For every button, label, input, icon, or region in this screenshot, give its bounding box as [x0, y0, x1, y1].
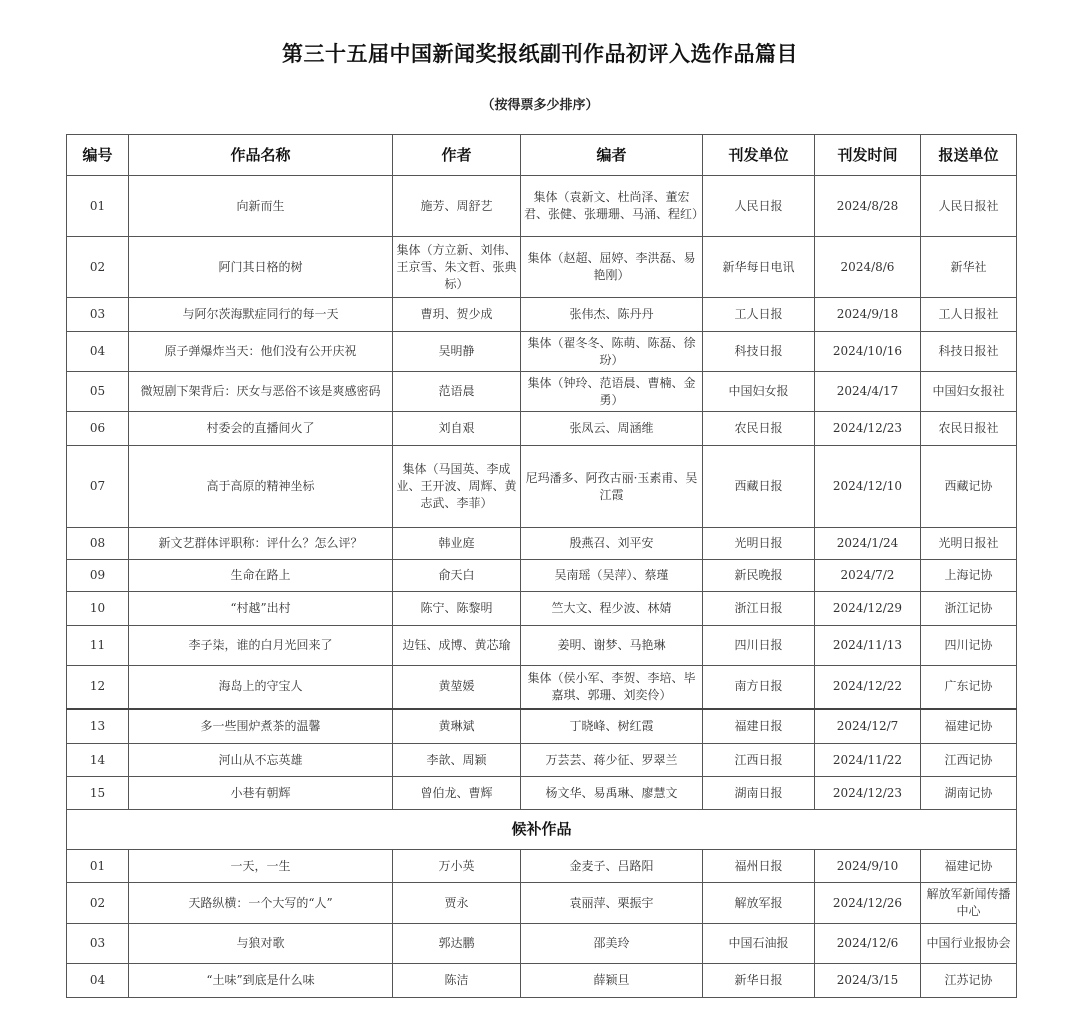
cell-publisher: 福建日报	[703, 709, 815, 744]
cell-editor: 万芸芸、蒋少征、罗翠兰	[521, 744, 703, 777]
cell-work-name: 新文艺群体评职称：评什么？怎么评？	[129, 528, 393, 560]
cell-work-name: 村委会的直播间火了	[129, 412, 393, 446]
cell-date: 2024/12/26	[815, 883, 921, 924]
table-row	[67, 964, 1017, 998]
cell-editor: 姜明、谢梦、马艳琳	[521, 626, 703, 666]
table-row	[67, 237, 1017, 298]
cell-editor: 集体（赵超、屈婷、李洪磊、易艳刚）	[521, 237, 703, 298]
cell-date: 2024/10/16	[815, 332, 921, 372]
header-date: 刊发时间	[815, 135, 921, 176]
cell-date: 2024/11/13	[815, 626, 921, 666]
table-row	[67, 592, 1017, 626]
cell-date: 2024/4/17	[815, 372, 921, 412]
cell-publisher: 新华每日电讯	[703, 237, 815, 298]
cell-work-name: 与狼对歌	[129, 924, 393, 964]
table-row	[67, 709, 1017, 744]
table-row	[67, 446, 1017, 528]
cell-publisher: 光明日报	[703, 528, 815, 560]
cell-work-name: “土味”到底是什么味	[129, 964, 393, 998]
cell-work-name: 多一些围炉煮茶的温馨	[129, 709, 393, 744]
cell-date: 2024/9/18	[815, 298, 921, 332]
cell-publisher: 南方日报	[703, 666, 815, 709]
cell-publisher: 中国石油报	[703, 924, 815, 964]
cell-work-name: 小巷有朝辉	[129, 777, 393, 810]
table-row	[67, 528, 1017, 560]
cell-no: 03	[67, 924, 129, 964]
table-header-row	[67, 135, 1017, 176]
cell-publisher: 浙江日报	[703, 592, 815, 626]
cell-date: 2024/3/15	[815, 964, 921, 998]
cell-date: 2024/1/24	[815, 528, 921, 560]
header-work-name: 作品名称	[129, 135, 393, 176]
table-row	[67, 626, 1017, 666]
cell-no: 12	[67, 666, 129, 709]
cell-editor: 殷燕召、刘平安	[521, 528, 703, 560]
cell-editor: 集体（钟玲、范语晨、曹楠、金勇）	[521, 372, 703, 412]
cell-submitter: 西藏记协	[921, 446, 1017, 528]
cell-author: 陈洁	[393, 964, 521, 998]
cell-no: 15	[67, 777, 129, 810]
cell-submitter: 中国行业报协会	[921, 924, 1017, 964]
table-row	[67, 332, 1017, 372]
cell-author: 曹玥、贺少成	[393, 298, 521, 332]
cell-work-name: 向新而生	[129, 176, 393, 237]
table-row	[67, 412, 1017, 446]
cell-submitter: 浙江记协	[921, 592, 1017, 626]
cell-editor: 邵美玲	[521, 924, 703, 964]
cell-no: 11	[67, 626, 129, 666]
cell-editor: 张凤云、周涵维	[521, 412, 703, 446]
header-editor: 编者	[521, 135, 703, 176]
cell-publisher: 科技日报	[703, 332, 815, 372]
cell-date: 2024/12/6	[815, 924, 921, 964]
cell-author: 李歆、周颖	[393, 744, 521, 777]
cell-submitter: 上海记协	[921, 560, 1017, 592]
cell-author: 边钰、成博、黄芯瑜	[393, 626, 521, 666]
cell-work-name: “村越”出村	[129, 592, 393, 626]
cell-no: 07	[67, 446, 129, 528]
cell-submitter: 福建记协	[921, 850, 1017, 883]
cell-work-name: 原子弹爆炸当天：他们没有公开庆祝	[129, 332, 393, 372]
cell-date: 2024/7/2	[815, 560, 921, 592]
cell-work-name: 一天，一生	[129, 850, 393, 883]
cell-author: 集体（方立新、刘伟、王京雪、朱文哲、张典标）	[393, 237, 521, 298]
cell-editor: 集体（侯小军、李贺、李培、毕嘉琪、郭珊、刘奕伶）	[521, 666, 703, 709]
cell-editor: 袁丽萍、栗振宇	[521, 883, 703, 924]
cell-no: 14	[67, 744, 129, 777]
cell-editor: 竺大文、程少波、林婧	[521, 592, 703, 626]
cell-publisher: 江西日报	[703, 744, 815, 777]
cell-date: 2024/11/22	[815, 744, 921, 777]
cell-publisher: 农民日报	[703, 412, 815, 446]
table-row	[67, 560, 1017, 592]
cell-no: 04	[67, 964, 129, 998]
table-row	[67, 924, 1017, 964]
table-row	[67, 176, 1017, 237]
cell-submitter: 江苏记协	[921, 964, 1017, 998]
cell-no: 03	[67, 298, 129, 332]
cell-submitter: 四川记协	[921, 626, 1017, 666]
cell-author: 韩业庭	[393, 528, 521, 560]
header-submitter: 报送单位	[921, 135, 1017, 176]
cell-work-name: 高于高原的精神坐标	[129, 446, 393, 528]
cell-submitter: 江西记协	[921, 744, 1017, 777]
page-title: 第三十五届中国新闻奖报纸副刊作品初评入选作品篇目	[282, 42, 798, 66]
cell-work-name: 生命在路上	[129, 560, 393, 592]
header-publisher: 刊发单位	[703, 135, 815, 176]
cell-no: 01	[67, 850, 129, 883]
works-table	[66, 134, 1017, 998]
cell-editor: 薛颖旦	[521, 964, 703, 998]
cell-submitter: 工人日报社	[921, 298, 1017, 332]
cell-submitter: 科技日报社	[921, 332, 1017, 372]
cell-author: 集体（马国英、李成业、王开波、周辉、黄志武、李菲）	[393, 446, 521, 528]
cell-editor: 集体（翟冬冬、陈萌、陈磊、徐玢）	[521, 332, 703, 372]
cell-editor: 集体（袁新文、杜尚泽、董宏君、张健、张珊珊、马涌、程红）	[521, 176, 703, 237]
table-row	[67, 883, 1017, 924]
cell-no: 02	[67, 883, 129, 924]
section-row	[67, 810, 1017, 850]
cell-author: 贾永	[393, 883, 521, 924]
cell-editor: 杨文华、易禹琳、廖慧文	[521, 777, 703, 810]
table-row	[67, 372, 1017, 412]
cell-no: 04	[67, 332, 129, 372]
cell-no: 05	[67, 372, 129, 412]
cell-publisher: 西藏日报	[703, 446, 815, 528]
cell-publisher: 福州日报	[703, 850, 815, 883]
cell-work-name: 阿门其日格的树	[129, 237, 393, 298]
cell-date: 2024/12/23	[815, 777, 921, 810]
cell-publisher: 新华日报	[703, 964, 815, 998]
cell-date: 2024/12/10	[815, 446, 921, 528]
cell-author: 施芳、周舒艺	[393, 176, 521, 237]
cell-submitter: 广东记协	[921, 666, 1017, 709]
cell-author: 黄琳斌	[393, 709, 521, 744]
cell-submitter: 光明日报社	[921, 528, 1017, 560]
cell-date: 2024/8/6	[815, 237, 921, 298]
table-row	[67, 298, 1017, 332]
cell-publisher: 中国妇女报	[703, 372, 815, 412]
cell-date: 2024/12/7	[815, 709, 921, 744]
cell-author: 吴明静	[393, 332, 521, 372]
header-author: 作者	[393, 135, 521, 176]
cell-author: 俞天白	[393, 560, 521, 592]
cell-no: 08	[67, 528, 129, 560]
cell-work-name: 河山从不忘英雄	[129, 744, 393, 777]
page-subtitle: （按得票多少排序）	[481, 98, 599, 113]
cell-no: 13	[67, 709, 129, 744]
cell-submitter: 新华社	[921, 237, 1017, 298]
cell-author: 范语晨	[393, 372, 521, 412]
cell-publisher: 湖南日报	[703, 777, 815, 810]
cell-work-name: 海岛上的守宝人	[129, 666, 393, 709]
cell-work-name: 李子柒，谁的白月光回来了	[129, 626, 393, 666]
alternate-section-title: 候补作品	[67, 810, 1017, 850]
table-row	[67, 666, 1017, 709]
cell-author: 万小英	[393, 850, 521, 883]
table-row	[67, 744, 1017, 777]
cell-editor: 尼玛潘多、阿孜古丽·玉素甫、吴江霞	[521, 446, 703, 528]
table-row	[67, 777, 1017, 810]
cell-editor: 吴南瑶（吴萍）、蔡瑾	[521, 560, 703, 592]
table-row	[67, 850, 1017, 883]
cell-author: 刘自艰	[393, 412, 521, 446]
cell-date: 2024/12/29	[815, 592, 921, 626]
cell-editor: 张伟杰、陈丹丹	[521, 298, 703, 332]
cell-publisher: 人民日报	[703, 176, 815, 237]
cell-work-name: 与阿尔茨海默症同行的每一天	[129, 298, 393, 332]
cell-no: 02	[67, 237, 129, 298]
cell-submitter: 农民日报社	[921, 412, 1017, 446]
cell-date: 2024/8/28	[815, 176, 921, 237]
cell-no: 01	[67, 176, 129, 237]
cell-no: 09	[67, 560, 129, 592]
cell-author: 曾伯龙、曹辉	[393, 777, 521, 810]
cell-date: 2024/9/10	[815, 850, 921, 883]
cell-date: 2024/12/23	[815, 412, 921, 446]
cell-submitter: 福建记协	[921, 709, 1017, 744]
cell-work-name: 微短剧下架背后：厌女与恶俗不该是爽感密码	[129, 372, 393, 412]
cell-no: 06	[67, 412, 129, 446]
cell-submitter: 湖南记协	[921, 777, 1017, 810]
cell-date: 2024/12/22	[815, 666, 921, 709]
cell-editor: 丁晓峰、树红霞	[521, 709, 703, 744]
cell-author: 黄堃媛	[393, 666, 521, 709]
cell-author: 郭达鹏	[393, 924, 521, 964]
cell-no: 10	[67, 592, 129, 626]
cell-submitter: 人民日报社	[921, 176, 1017, 237]
cell-submitter: 解放军新闻传播中心	[921, 883, 1017, 924]
cell-work-name: 天路纵横：一个大写的“人”	[129, 883, 393, 924]
header-no: 编号	[67, 135, 129, 176]
cell-editor: 金麦子、吕路阳	[521, 850, 703, 883]
cell-publisher: 四川日报	[703, 626, 815, 666]
cell-author: 陈宁、陈黎明	[393, 592, 521, 626]
cell-submitter: 中国妇女报社	[921, 372, 1017, 412]
cell-publisher: 工人日报	[703, 298, 815, 332]
cell-publisher: 解放军报	[703, 883, 815, 924]
cell-publisher: 新民晚报	[703, 560, 815, 592]
